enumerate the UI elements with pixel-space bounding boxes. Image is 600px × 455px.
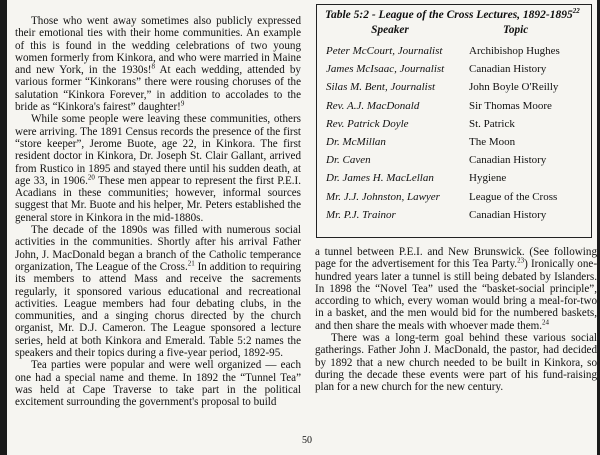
table-header bbox=[317, 24, 591, 36]
speaker-cell: Dr. Caven bbox=[326, 154, 371, 167]
topic-cell: League of the Cross bbox=[469, 190, 558, 203]
table-body bbox=[317, 42, 591, 224]
footnote-ref: 24 bbox=[542, 318, 550, 327]
table-row bbox=[317, 97, 591, 115]
footnote-ref: 23 bbox=[517, 256, 525, 265]
table-row bbox=[317, 133, 591, 151]
footnote-ref: 9 bbox=[180, 99, 185, 108]
column-header-topic: Topic bbox=[503, 24, 529, 36]
table-row bbox=[317, 60, 591, 78]
speaker-cell: Peter McCourt, Journalist bbox=[326, 45, 443, 58]
speaker-cell: Rev. A.J. MacDonald bbox=[326, 99, 420, 112]
speaker-cell: Rev. Patrick Doyle bbox=[326, 117, 409, 130]
paragraph-6: There was a long-term goal behind these various social gatherings. Father John J. MacDonald, the pastor, had decided by 1892 that a new church needed to be built in Kinkora, so during the decade these events were part of his fund-raising plan for a new church for the new century. bbox=[315, 332, 597, 394]
topic-cell: The Moon bbox=[469, 136, 516, 149]
paragraph-3: The decade of the 1890s was filled with numerous social activities in the communities. Shortly after his arrival Father John, J. MacDonald began a branch of the Catholic temperance organization, The League of the Cross.$^{21}$ In addition to requiring its members to attend Mass and receive the sacrements regularly, it sponsored various educational and recreational activities. League members had four debating clubs, in the communities, and a singing chorus directed by the church organist, Mr. D.J. Cameron. The League sponsored a lecture series, held at both Kinkora and Emerald. Table 5:2 names the speakers and their topics during a five-year period, 1892-95. bbox=[15, 224, 301, 360]
speaker-cell: Mr. P.J. Trainor bbox=[326, 208, 396, 221]
table-title: Table 5:2 - League of the Cross Lectures, 1892-1895$^{22}$ bbox=[325, 7, 580, 21]
footnote-ref: 20 bbox=[87, 173, 95, 182]
column-header-speaker: Speaker bbox=[371, 24, 409, 36]
speaker-cell: James McIsaac, Journalist bbox=[326, 63, 445, 76]
topic-cell: Canadian History bbox=[469, 63, 547, 76]
book-page bbox=[7, 0, 597, 455]
speaker-cell: Mr. J.J. Johnston, Lawyer bbox=[326, 190, 440, 203]
footnote-ref: 21 bbox=[187, 259, 195, 268]
speaker-cell: Dr. McMillan bbox=[326, 136, 386, 149]
paragraph-1: Those who went away sometimes also publicly expressed their emotional ties with their home communities. An example of this is found in the wedding celebrations of two young women formerly from Kinkora, and who were married in Maine and new York, in the 1930s!$^8$ At each wedding, attended by various former “Kinkorans” there were rousing choruses of the salutation “Kinkora Forever,” in addition to accolades to the bride as “Kinkora's fairest” daughter!$^9$ bbox=[15, 15, 301, 114]
topic-cell: Canadian History bbox=[469, 208, 547, 221]
table-row bbox=[317, 151, 591, 169]
table-row bbox=[317, 169, 591, 187]
page-number: 50 bbox=[302, 435, 312, 446]
topic-cell: John Boyle O'Reilly bbox=[469, 81, 559, 94]
topic-cell: Hygiene bbox=[469, 172, 507, 185]
paragraph-2: While some people were leaving these communities, others were arriving. The 1891 Census records the presence of the first “store keeper”, Jerome Buote, age 22, in Kinkora. The first resident doctor in Kinkora, Dr. Joseph St. Clair Gallant, arrived from Rustico in 1895 and stayed there until his sudden death, at age 33, in 1906.20 These men appear to represent the first P.E.I. Acadians in these communities; however, informal sources suggest that Mr. Buote and his helper, Mr. Peters established the general store in Kinkora in the mid-1880s. bbox=[15, 113, 301, 224]
table-row bbox=[317, 78, 591, 96]
topic-cell: Canadian History bbox=[469, 154, 547, 167]
left-column bbox=[15, 15, 301, 409]
lecture-table bbox=[316, 4, 592, 238]
footnote-ref: 8 bbox=[151, 62, 155, 71]
table-row bbox=[317, 188, 591, 206]
table-row bbox=[317, 42, 591, 60]
table-row bbox=[317, 115, 591, 133]
topic-cell: St. Patrick bbox=[469, 117, 515, 130]
speaker-cell: Silas M. Bent, Journalist bbox=[326, 81, 436, 94]
footnote-ref: 22 bbox=[572, 7, 580, 16]
table-row bbox=[317, 206, 591, 224]
topic-cell: Sir Thomas Moore bbox=[469, 99, 552, 112]
paragraph-5: a tunnel between P.E.I. and New Brunswick. (See following page for the advertisement for this Tea Party.$^{23}$) Ironically one-hundred years later a tunnel is still being debated by Islanders. In 1898 the “Novel Tea” used the “basket-social principle”, according to which, every woman would bring a meal-for-two in a basket, and the men would bid for the numbered baskets, and then share the meals with whoever made them.$^{24}$ bbox=[315, 246, 598, 332]
paragraph-4: Tea parties were popular and were well organized — each one had a special name and theme. In 1892 the “Tunnel Tea” was held at Cape Traverse to take part in the political excitement surrounding the government's proposal to build bbox=[15, 359, 301, 409]
right-column bbox=[315, 246, 597, 394]
topic-cell: Archibishop Hughes bbox=[469, 45, 560, 58]
speaker-cell: Dr. James H. MacLellan bbox=[326, 172, 434, 185]
